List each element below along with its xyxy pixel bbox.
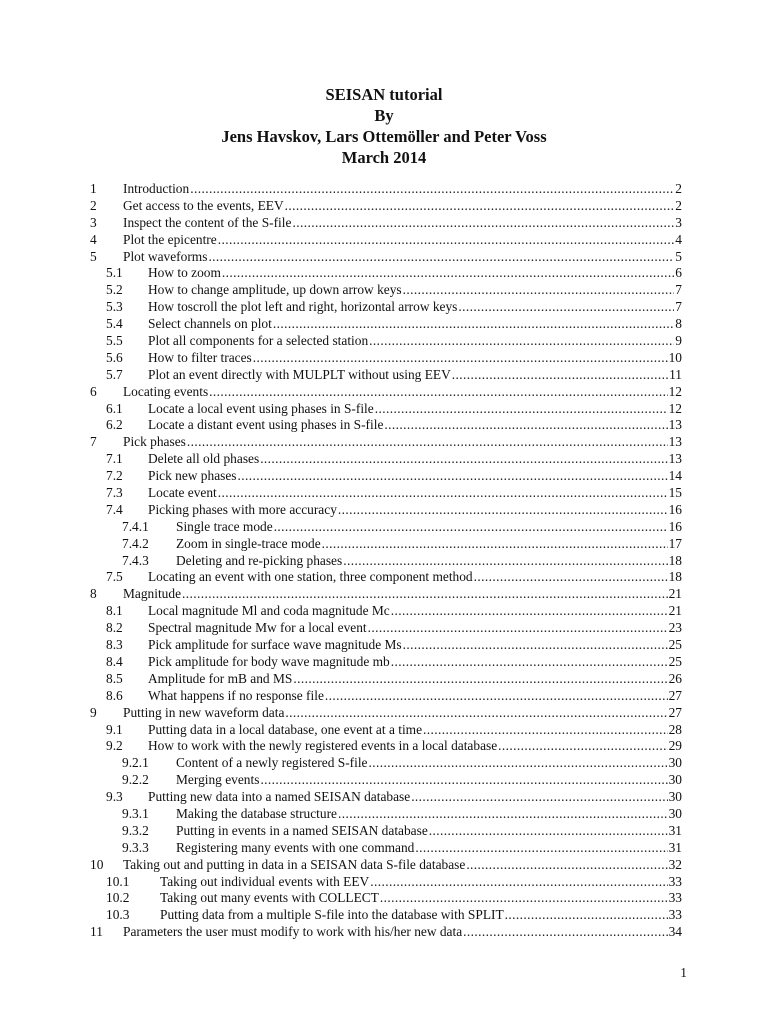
toc-dot-leader: [222, 265, 674, 282]
toc-entry[interactable]: [90, 688, 682, 705]
toc-dot-leader: [415, 840, 667, 857]
toc-dot-leader: [187, 434, 668, 451]
toc-entry[interactable]: [90, 519, 682, 536]
toc-section-title: How to zoom: [148, 265, 221, 281]
toc-entry[interactable]: [90, 417, 682, 434]
toc-dot-leader: [368, 620, 668, 637]
toc-page-number: 15: [668, 485, 682, 501]
toc-section-title: Picking phases with more accuracy: [148, 501, 337, 517]
toc-dot-leader: [369, 333, 674, 350]
toc-section-title: Deleting and re-picking phases: [176, 552, 343, 568]
toc-section-number: 7.4.2: [122, 535, 149, 551]
toc-dot-leader: [292, 215, 674, 232]
toc-page-number: 16: [668, 518, 682, 534]
toc-entry[interactable]: [90, 553, 682, 570]
toc-section-title: How to work with the newly registered events in a local database: [148, 738, 498, 754]
toc-section-number: 8.4: [106, 653, 123, 669]
toc-section-number: 8.6: [106, 687, 123, 703]
toc-dot-leader: [325, 688, 668, 705]
toc-section-number: 7.1: [106, 451, 123, 467]
toc-dot-leader: [369, 755, 668, 772]
document-title-block: [0, 84, 768, 168]
toc-section-number: 10: [90, 856, 104, 872]
toc-section-title: Local magnitude Ml and coda magnitude Mc: [148, 603, 390, 619]
toc-dot-leader: [338, 806, 668, 823]
toc-page-number: 13: [668, 417, 682, 433]
toc-section-number: 9.2.1: [122, 755, 149, 771]
toc-page-number: 30: [668, 789, 682, 805]
toc-page-number: 18: [668, 569, 682, 585]
toc-page-number: 11: [669, 366, 682, 382]
toc-section-number: 9.3.2: [122, 822, 149, 838]
toc-section-number: 8.1: [106, 603, 123, 619]
toc-section-title: Putting in new waveform data: [123, 704, 285, 720]
toc-section-title: Magnitude: [123, 586, 182, 602]
toc-dot-leader: [322, 536, 668, 553]
toc-section-number: 6.2: [106, 417, 123, 433]
toc-page-number: 6: [675, 265, 682, 281]
toc-entry[interactable]: [90, 924, 682, 941]
toc-section-title: Putting data from a multiple S-file into the database with SPLIT: [160, 907, 504, 923]
toc-entry[interactable]: [90, 350, 682, 367]
toc-section-number: 4: [90, 231, 97, 247]
toc-section-number: 11: [90, 924, 103, 940]
toc-dot-leader: [466, 857, 667, 874]
toc-entry[interactable]: [90, 755, 682, 772]
toc-entry[interactable]: [90, 282, 682, 299]
toc-section-number: 5.1: [106, 265, 123, 281]
toc-section-title: Plot waveforms: [123, 248, 208, 264]
toc-section-number: 5.5: [106, 333, 123, 349]
toc-page-number: 7: [675, 299, 682, 315]
toc-section-number: 9.2: [106, 738, 123, 754]
toc-section-number: 8.3: [106, 637, 123, 653]
toc-page-number: 30: [668, 772, 682, 788]
toc-section-title: Zoom in single-trace mode: [176, 535, 321, 551]
toc-section-title: Locating an event with one station, three component method: [148, 569, 473, 585]
toc-dot-leader: [403, 637, 668, 654]
toc-page-number: 25: [668, 637, 682, 653]
toc-section-title: Locate a local event using phases in S-file: [148, 400, 374, 416]
toc-entry[interactable]: [90, 299, 682, 316]
toc-section-title: Amplitude for mB and MS: [148, 670, 293, 686]
toc-section-title: How to filter traces: [148, 349, 252, 365]
toc-section-number: 10.1: [106, 873, 130, 889]
toc-entry[interactable]: [90, 569, 682, 586]
toc-page-number: 21: [668, 603, 682, 619]
toc-section-number: 9: [90, 704, 97, 720]
toc-page-number: 16: [668, 501, 682, 517]
toc-dot-leader: [463, 924, 667, 941]
toc-dot-leader: [429, 823, 668, 840]
toc-page-number: 32: [668, 856, 682, 872]
toc-page-number: 23: [668, 620, 682, 636]
toc-page-number: 14: [668, 468, 682, 484]
toc-entry[interactable]: [90, 806, 682, 823]
toc-page-number: 7: [675, 282, 682, 298]
toc-section-title: Putting data in a local database, one event at a time: [148, 721, 423, 737]
toc-dot-leader: [391, 654, 668, 671]
toc-section-title: Merging events: [176, 772, 260, 788]
toc-entry[interactable]: [90, 384, 682, 401]
document-authors: Jens Havskov, Lars Ottemöller and Peter Voss: [221, 127, 547, 146]
toc-section-title: Putting new data into a named SEISAN database: [148, 789, 411, 805]
toc-entry[interactable]: [90, 840, 682, 857]
toc-dot-leader: [384, 417, 667, 434]
toc-page-number: 33: [668, 907, 682, 923]
toc-section-title: How to change amplitude, up down arrow keys: [148, 282, 402, 298]
toc-section-title: Get access to the events, EEV: [123, 197, 284, 213]
toc-page-number: 13: [668, 434, 682, 450]
toc-entry[interactable]: [90, 907, 682, 924]
toc-page-number: 5: [675, 248, 682, 264]
toc-page-number: 27: [668, 704, 682, 720]
page-number: 1: [680, 965, 687, 980]
toc-page-number: 30: [668, 805, 682, 821]
toc-entry[interactable]: [90, 468, 682, 485]
toc-page-number: 13: [668, 451, 682, 467]
toc-page-number: 17: [668, 535, 682, 551]
toc-section-title: Putting in events in a named SEISAN database: [176, 822, 428, 838]
toc-entry[interactable]: [90, 502, 682, 519]
toc-dot-leader: [273, 316, 674, 333]
toc-entry[interactable]: [90, 434, 682, 451]
toc-section-title: Locating events: [123, 383, 209, 399]
toc-page-number: 9: [675, 333, 682, 349]
toc-dot-leader: [380, 890, 668, 907]
toc-dot-leader: [274, 519, 668, 536]
toc-dot-leader: [370, 874, 667, 891]
toc-section-number: 9.3: [106, 789, 123, 805]
toc-section-title: Delete all old phases: [148, 451, 260, 467]
toc-page-number: 4: [675, 231, 682, 247]
toc-page-number: 25: [668, 653, 682, 669]
toc-section-number: 8.5: [106, 670, 123, 686]
toc-section-title: Registering many events with one command: [176, 839, 415, 855]
toc-dot-leader: [253, 350, 668, 367]
toc-section-number: 9.2.2: [122, 772, 149, 788]
toc-dot-leader: [238, 468, 668, 485]
toc-page-number: 31: [668, 822, 682, 838]
toc-section-title: Pick phases: [123, 434, 186, 450]
toc-section-number: 7.4.3: [122, 552, 149, 568]
toc-section-title: Single trace mode: [176, 518, 273, 534]
toc-entry[interactable]: [90, 823, 682, 840]
title-by: By: [374, 106, 394, 125]
toc-entry[interactable]: [90, 232, 682, 249]
toc-section-number: 9.1: [106, 721, 123, 737]
toc-dot-leader: [452, 367, 668, 384]
toc-entry[interactable]: [90, 333, 682, 350]
toc-entry[interactable]: [90, 620, 682, 637]
toc-section-title: Parameters the user must modify to work with his/her new data: [123, 924, 463, 940]
toc-dot-leader: [285, 705, 667, 722]
toc-dot-leader: [375, 401, 668, 418]
toc-page-number: 28: [668, 721, 682, 737]
toc-entry[interactable]: [90, 789, 682, 806]
toc-entry[interactable]: [90, 265, 682, 282]
toc-section-title: Inspect the content of the S-file: [123, 214, 292, 230]
toc-section-number: 7.2: [106, 468, 123, 484]
toc-section-number: 10.2: [106, 890, 130, 906]
toc-dot-leader: [182, 586, 668, 603]
toc-section-title: Taking out individual events with EEV: [160, 873, 370, 889]
toc-entry[interactable]: [90, 181, 682, 198]
toc-page-number: 31: [668, 839, 682, 855]
toc-section-number: 3: [90, 214, 97, 230]
toc-dot-leader: [474, 569, 668, 586]
toc-page-number: 8: [675, 316, 682, 332]
toc-page-number: 2: [675, 197, 682, 213]
toc-entry[interactable]: [90, 637, 682, 654]
toc-entry[interactable]: [90, 603, 682, 620]
toc-entry[interactable]: [90, 249, 682, 266]
toc-section-title: Taking out and putting in data in a SEISAN data S-file database: [123, 856, 466, 872]
toc-section-title: Plot an event directly with MULPLT without using EEV: [148, 366, 451, 382]
toc-dot-leader: [190, 181, 674, 198]
document-date: March 2014: [341, 148, 427, 167]
toc-section-title: How toscroll the plot left and right, horizontal arrow keys: [148, 299, 458, 315]
toc-section-number: 6: [90, 383, 97, 399]
toc-section-title: Making the database structure: [176, 805, 338, 821]
toc-section-number: 6.1: [106, 400, 123, 416]
toc-page-number: 21: [668, 586, 682, 602]
toc-dot-leader: [338, 502, 668, 519]
toc-page-number: 12: [668, 383, 682, 399]
toc-section-title: Plot all components for a selected station: [148, 333, 369, 349]
toc-entry[interactable]: [90, 874, 682, 891]
toc-dot-leader: [285, 198, 675, 215]
toc-section-title: Spectral magnitude Mw for a local event: [148, 620, 367, 636]
toc-section-number: 5: [90, 248, 97, 264]
toc-dot-leader: [458, 299, 674, 316]
toc-dot-leader: [505, 907, 668, 924]
toc-page-number: 12: [668, 400, 682, 416]
toc-entry[interactable]: [90, 772, 682, 789]
toc-entry[interactable]: [90, 705, 682, 722]
toc-page-number: 29: [668, 738, 682, 754]
toc-section-title: Plot the epicentre: [123, 231, 217, 247]
toc-dot-leader: [260, 772, 667, 789]
toc-entry[interactable]: [90, 722, 682, 739]
toc-entry[interactable]: [90, 671, 682, 688]
toc-section-number: 2: [90, 197, 97, 213]
toc-entry[interactable]: [90, 316, 682, 333]
toc-section-number: 7.4: [106, 501, 123, 517]
toc-section-title: Introduction: [123, 181, 190, 196]
toc-dot-leader: [260, 451, 667, 468]
toc-section-number: 5.2: [106, 282, 123, 298]
toc-page-number: 30: [668, 755, 682, 771]
toc-entry[interactable]: [90, 485, 682, 502]
toc-section-number: 5.7: [106, 366, 123, 382]
document-title: SEISAN tutorial: [325, 85, 443, 104]
toc-section-number: 1: [90, 181, 97, 196]
toc-page-number: 3: [675, 214, 682, 230]
toc-section-title: Select channels on plot: [148, 316, 272, 332]
toc-dot-leader: [391, 603, 668, 620]
toc-entry[interactable]: [90, 654, 682, 671]
toc-section-number: 5.3: [106, 299, 123, 315]
table-of-contents: [90, 181, 682, 941]
toc-entry[interactable]: [90, 857, 682, 874]
toc-section-number: 7.3: [106, 485, 123, 501]
toc-entry[interactable]: [90, 890, 682, 907]
toc-dot-leader: [209, 384, 667, 401]
toc-dot-leader: [218, 485, 668, 502]
toc-page-number: 18: [668, 552, 682, 568]
toc-page-number: 34: [668, 924, 682, 940]
toc-dot-leader: [293, 671, 667, 688]
toc-section-number: 9.3.3: [122, 839, 149, 855]
toc-page-number: 10: [668, 349, 682, 365]
toc-entry[interactable]: [90, 536, 682, 553]
toc-section-title: Pick new phases: [148, 468, 237, 484]
toc-section-number: 8.2: [106, 620, 123, 636]
toc-entry[interactable]: [90, 198, 682, 215]
toc-page-number: 26: [668, 670, 682, 686]
toc-page-number: 27: [668, 687, 682, 703]
toc-dot-leader: [343, 553, 667, 570]
toc-section-number: 8: [90, 586, 97, 602]
toc-section-number: 7.4.1: [122, 518, 149, 534]
toc-dot-leader: [218, 232, 675, 249]
toc-entry[interactable]: [90, 401, 682, 418]
toc-dot-leader: [423, 722, 668, 739]
toc-entry[interactable]: [90, 215, 682, 232]
toc-dot-leader: [498, 738, 667, 755]
toc-section-title: Taking out many events with COLLECT: [160, 890, 379, 906]
toc-dot-leader: [411, 789, 667, 806]
toc-page-number: 33: [668, 873, 682, 889]
toc-section-number: 7.5: [106, 569, 123, 585]
toc-section-number: 5.6: [106, 349, 123, 365]
toc-entry[interactable]: [90, 367, 682, 384]
toc-page-number: 33: [668, 890, 682, 906]
toc-dot-leader: [208, 249, 674, 266]
toc-dot-leader: [403, 282, 675, 299]
toc-section-number: 10.3: [106, 907, 130, 923]
toc-entry[interactable]: [90, 738, 682, 755]
toc-section-number: 7: [90, 434, 97, 450]
toc-section-number: 5.4: [106, 316, 123, 332]
toc-section-title: What happens if no response file: [148, 687, 324, 703]
toc-section-title: Locate event: [148, 485, 217, 501]
toc-entry[interactable]: [90, 586, 682, 603]
toc-section-number: 9.3.1: [122, 805, 149, 821]
toc-entry[interactable]: [90, 451, 682, 468]
toc-section-title: Pick amplitude for surface wave magnitude Ms: [148, 637, 402, 653]
toc-section-title: Content of a newly registered S-file: [176, 755, 368, 771]
toc-section-title: Pick amplitude for body wave magnitude mb: [148, 653, 390, 669]
toc-page-number: 2: [675, 181, 682, 196]
toc-section-title: Locate a distant event using phases in S-file: [148, 417, 384, 433]
